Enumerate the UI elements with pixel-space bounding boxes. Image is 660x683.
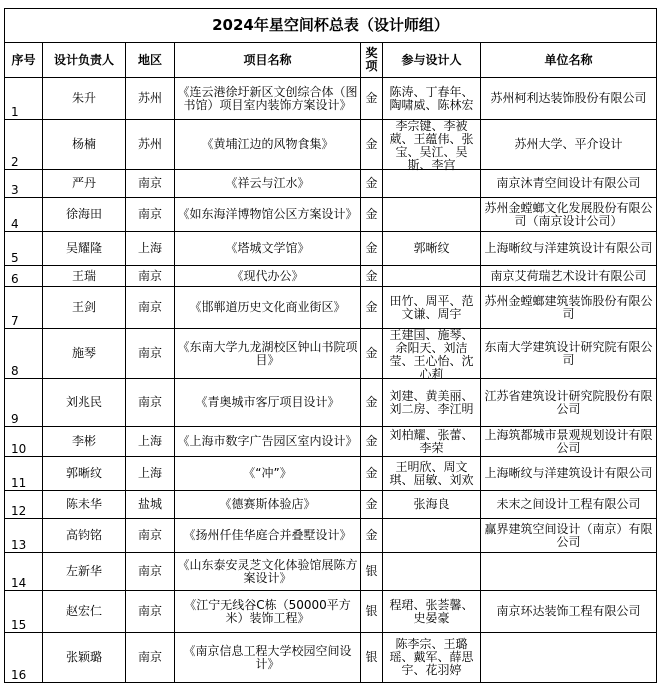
cell-leader: 李彬: [43, 427, 126, 457]
cell-award: 银: [361, 633, 383, 683]
table-row: [5, 287, 657, 329]
cell-participants: 陈李宗、王璐瑶、戴军、薛思宇、花羽婷: [383, 633, 481, 683]
cell-participants: [383, 519, 481, 553]
header-unit: 单位名称: [481, 43, 657, 78]
cell-participants: 郭晰纹: [383, 232, 481, 266]
cell-project: 《山东泰安灵芝文化体验馆展陈方案设计》: [175, 553, 361, 591]
cell-leader: 杨楠: [43, 120, 126, 170]
awards-table: [4, 8, 657, 683]
cell-region: 南京: [126, 519, 175, 553]
cell-award: 金: [361, 427, 383, 457]
cell-leader: 高钧铭: [43, 519, 126, 553]
cell-unit: 上海筑都城市景观规划设计有限公司: [481, 427, 657, 457]
table-row: [5, 427, 657, 457]
cell-award: 金: [361, 519, 383, 553]
cell-leader: 郭晰纹: [43, 457, 126, 491]
cell-index: 15: [5, 591, 43, 633]
table-row: [5, 553, 657, 591]
cell-region: 上海: [126, 427, 175, 457]
cell-award: 金: [361, 457, 383, 491]
cell-award: 银: [361, 591, 383, 633]
table-row: [5, 266, 657, 287]
cell-leader: 徐海田: [43, 198, 126, 232]
cell-unit: 上海晰纹与洋建筑设计有限公司: [481, 457, 657, 491]
cell-participants: 陈涛、丁春年、陶啸威、陈林宏: [383, 78, 481, 120]
header-award: 奖项: [361, 43, 383, 78]
cell-project: 《塔城文学馆》: [175, 232, 361, 266]
table-row: [5, 232, 657, 266]
cell-award: 金: [361, 379, 383, 427]
cell-unit: 赢界建筑空间设计（南京）有限公司: [481, 519, 657, 553]
cell-index: 5: [5, 232, 43, 266]
cell-index: 10: [5, 427, 43, 457]
cell-unit: 上海晰纹与洋建筑设计有限公司: [481, 232, 657, 266]
cell-project: 《德赛斯体验店》: [175, 491, 361, 519]
header-index: 序号: [5, 43, 43, 78]
header-leader: 设计负责人: [43, 43, 126, 78]
cell-participants: 程珺、张荟馨、史晏豪: [383, 591, 481, 633]
cell-project: 《黄埔江边的风物食集》: [175, 120, 361, 170]
cell-unit: 苏州柯利达装饰股份有限公司: [481, 78, 657, 120]
cell-participants: 刘柏耀、张蕾、李荣: [383, 427, 481, 457]
cell-index: 14: [5, 553, 43, 591]
cell-project: 《连云港徐圩新区文创综合体（图书馆）项目室内装饰方案设计》: [175, 78, 361, 120]
cell-participants: [383, 553, 481, 591]
cell-unit: 南京环达装饰工程有限公司: [481, 591, 657, 633]
cell-unit: 苏州大学、平介设计: [481, 120, 657, 170]
cell-unit: [481, 633, 657, 683]
table-row: [5, 120, 657, 170]
cell-index: 12: [5, 491, 43, 519]
header-project: 项目名称: [175, 43, 361, 78]
cell-participants: [383, 198, 481, 232]
cell-unit: 苏州金螳螂建筑装饰股份有限公司: [481, 287, 657, 329]
cell-index: 6: [5, 266, 43, 287]
table-title: 2024年星空间杯总表（设计师组）: [5, 9, 657, 43]
cell-unit: 南京艾荷瑞艺术设计有限公司: [481, 266, 657, 287]
cell-leader: 朱升: [43, 78, 126, 120]
cell-leader: 吴耀隆: [43, 232, 126, 266]
cell-project: 《邯郸道历史文化商业街区》: [175, 287, 361, 329]
cell-index: 16: [5, 633, 43, 683]
table-row: [5, 519, 657, 553]
cell-project: 《如东海洋博物馆公区方案设计》: [175, 198, 361, 232]
cell-participants: [383, 266, 481, 287]
cell-region: 苏州: [126, 120, 175, 170]
cell-leader: 左新华: [43, 553, 126, 591]
cell-region: 南京: [126, 379, 175, 427]
cell-leader: 王瑞: [43, 266, 126, 287]
cell-region: 南京: [126, 287, 175, 329]
cell-leader: 王剑: [43, 287, 126, 329]
cell-participants: 王明欣、周文琪、屈敏、刘欢: [383, 457, 481, 491]
cell-participants: 田竹、周平、范文谦、周宇: [383, 287, 481, 329]
cell-participants: 张海良: [383, 491, 481, 519]
cell-unit: 东南大学建筑设计研究院有限公司: [481, 329, 657, 379]
table-row: [5, 591, 657, 633]
cell-project: 《青奥城市客厅项目设计》: [175, 379, 361, 427]
cell-project: 《南京信息工程大学校园空间设计》: [175, 633, 361, 683]
cell-project: 《现代办公》: [175, 266, 361, 287]
table-body: [5, 78, 657, 683]
cell-award: 金: [361, 78, 383, 120]
cell-region: 盐城: [126, 491, 175, 519]
cell-leader: 施琴: [43, 329, 126, 379]
cell-award: 金: [361, 287, 383, 329]
cell-unit: [481, 553, 657, 591]
cell-index: 1: [5, 78, 43, 120]
cell-unit: 江苏省建筑设计研究院股份有限公司: [481, 379, 657, 427]
cell-leader: 陈未华: [43, 491, 126, 519]
cell-award: 金: [361, 198, 383, 232]
cell-award: 金: [361, 120, 383, 170]
table-row: [5, 633, 657, 683]
cell-award: 金: [361, 170, 383, 198]
cell-award: 金: [361, 491, 383, 519]
cell-region: 南京: [126, 266, 175, 287]
cell-region: 上海: [126, 457, 175, 491]
cell-award: 金: [361, 232, 383, 266]
cell-region: 南京: [126, 633, 175, 683]
cell-region: 南京: [126, 329, 175, 379]
table-row: [5, 78, 657, 120]
header-region: 地区: [126, 43, 175, 78]
cell-participants: [383, 170, 481, 198]
cell-project: 《上海市数字广告园区室内设计》: [175, 427, 361, 457]
cell-award: 银: [361, 553, 383, 591]
cell-index: 9: [5, 379, 43, 427]
cell-leader: 严丹: [43, 170, 126, 198]
cell-region: 南京: [126, 553, 175, 591]
cell-leader: 刘兆民: [43, 379, 126, 427]
table-row: [5, 329, 657, 379]
table-row: [5, 170, 657, 198]
cell-project: 《江宁无线谷C栋（50000平方米）装饰工程》: [175, 591, 361, 633]
cell-participants: 王建国、施琴、余阳天、刘洁莹、王心怡、沈心莉: [383, 329, 481, 379]
table-row: [5, 491, 657, 519]
cell-leader: 赵宏仁: [43, 591, 126, 633]
cell-participants: 李宗键、李被葳、王蕴伟、张宝、吴江、吴斯、李宫: [383, 120, 481, 170]
table-row: [5, 198, 657, 232]
header-participants: 参与设计人: [383, 43, 481, 78]
cell-region: 南京: [126, 198, 175, 232]
cell-unit: 未末之间设计工程有限公司: [481, 491, 657, 519]
cell-project: 《“冲”》: [175, 457, 361, 491]
cell-unit: 南京沐青空间设计有限公司: [481, 170, 657, 198]
cell-award: 金: [361, 266, 383, 287]
cell-region: 南京: [126, 170, 175, 198]
table-row: [5, 379, 657, 427]
cell-project: 《东南大学九龙湖校区钟山书院项目》: [175, 329, 361, 379]
table-row: [5, 457, 657, 491]
cell-project: 《祥云与江水》: [175, 170, 361, 198]
cell-index: 13: [5, 519, 43, 553]
cell-region: 苏州: [126, 78, 175, 120]
cell-participants: 刘建、黄美丽、刘二房、李江明: [383, 379, 481, 427]
cell-index: 8: [5, 329, 43, 379]
cell-region: 南京: [126, 591, 175, 633]
cell-region: 上海: [126, 232, 175, 266]
cell-project: 《扬州仟佳华庭合并叠墅设计》: [175, 519, 361, 553]
cell-index: 7: [5, 287, 43, 329]
cell-unit: 苏州金螳螂文化发展股份有限公司（南京设计公司）: [481, 198, 657, 232]
cell-award: 金: [361, 329, 383, 379]
header-row: [5, 43, 657, 78]
cell-index: 2: [5, 120, 43, 170]
cell-index: 4: [5, 198, 43, 232]
cell-index: 3: [5, 170, 43, 198]
cell-leader: 张颖璐: [43, 633, 126, 683]
cell-index: 11: [5, 457, 43, 491]
